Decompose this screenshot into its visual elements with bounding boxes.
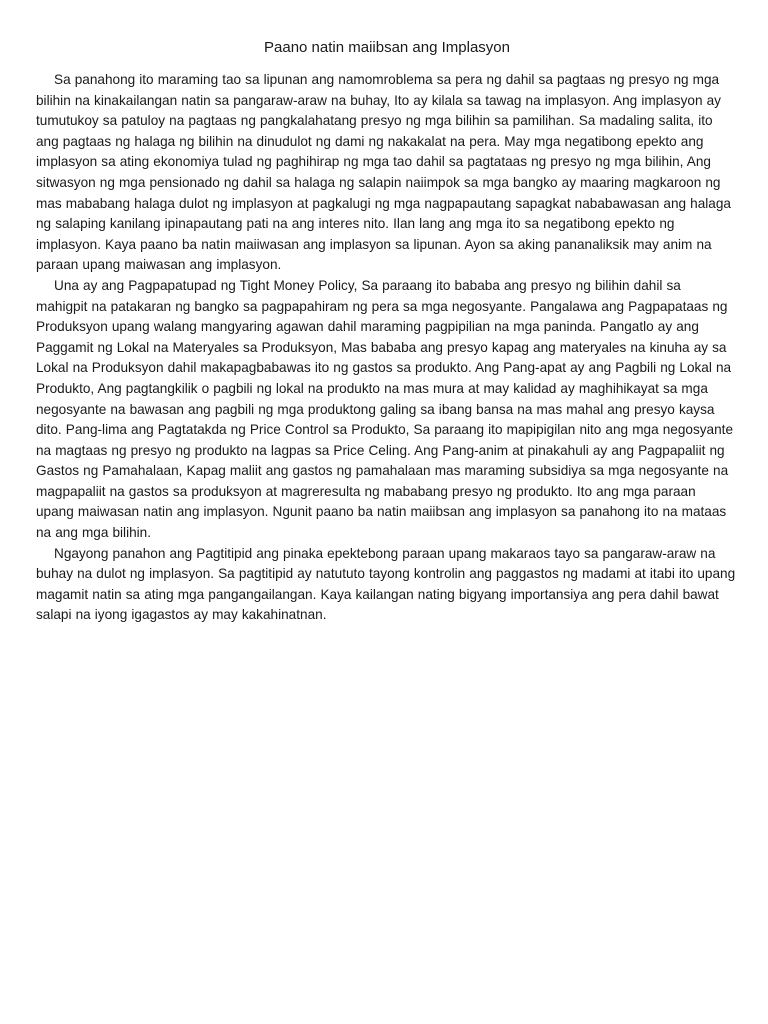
paragraph-intro: Sa panahong ito maraming tao sa lipunan ang namomroblema sa pera ng dahil sa pagtaas ng presyo ng mga bilihin na kinakailangan natin sa pangaraw-araw na buhay, Ito ay kilala sa tawag na implasyon. Ang implasyon ay tumutukoy sa patuloy na pagtaas ng pangkalahatang presyo ng mga bilihin sa pamilihan. Sa madaling salita, ito ang pagtaas ng halaga ng bilihin na dinudulot ng dami ng nakakalat na pera. May mga negatibong epekto ang implasyon sa ating ekonomiya tulad ng paghihirap ng mga tao dahil sa pagtataas ng presyo ng mga bilihin, Ang sitwasyon ng mga pensionado ng dahil sa halaga ng salapin naiimpok sa mga bangko ay maaring magkaroon ng mas mababang halaga dulot ng implasyon at pagkalugi ng mga nagpapautang sapagkat nababawasan ang halaga ng salaping kanilang ipinapautang pati na ang interes nito. Ilan lang ang mga ito sa negatibong epekto ng implasyon. Kaya paano ba natin maiiwasan ang implasyon sa lipunan. Ayon sa aking pananaliksik may anim na paraan upang maiwasan ang implasyon. bbox=[36, 72, 731, 273]
document-page bbox=[36, 38, 736, 626]
document-body bbox=[36, 70, 736, 626]
paragraph-conclusion: Ngayong panahon ang Pagtitipid ang pinaka epektebong paraan upang makaraos tayo sa pangaraw-araw na buhay na dulot ng implasyon. Sa pagtitipid ay natututo tayong kontrolin ang paggastos ng madami at itabi ito upang magamit natin sa ating mga pangangailangan. Kaya kailangan nating bigyang importansiya ang pera dahil bawat salapi na iyong igagastos ay may kakahinatnan. bbox=[36, 545, 736, 623]
document-title: Paano natin maiibsan ang Implasyon bbox=[264, 39, 510, 56]
paragraph-ways: Una ay ang Pagpapatupad ng Tight Money Policy, Sa paraang ito bababa ang presyo ng bilihin dahil sa mahigpit na patakaran ng bangko sa pagpapahiram ng pera sa mga negosyante. Pangalawa ang Pagpapataas ng Produksyon upang walang mangyaring agawan dahil maraming pagpipilian na mga paninda. Pangatlo ay ang Paggamit ng Lokal na Materyales sa Produksyon, Mas bababa ang presyo kapag ang materyales na kinuha ay sa Lokal na Produksyon dahil makapagbabawas ito ng gastos sa produkto. Ang Pang-apat ay ang Pagbili ng Lokal na Produkto, Ang pagtangkilik o pagbili ng lokal na produkto na mas mura at may kalidad ay maghihikayat sa mga negosyante na bawasan ang pagbili ng mga produktong galing sa ibang bansa na mas mahal ang presyo kaysa dito. Pang-lima ang Pagtatakda ng Price Control sa Produkto, Sa paraang ito mapipigilan nito ang mga negosyante na magtaas ng presyo ng produkto na lagpas sa Price Celing. Ang Pang-anim at pinakahuli ay ang Pagpapaliit ng Gastos ng Pamahalaan, Kapag maliit ang gastos ng pamahalaan mas maraming subsidiya sa mga negosyante na magpapaliit na gastos sa produksyon at magreresulta ng mababang presyo ng produkto. Ito ang mga paraan upang maiwasan natin ang implasyon. Ngunit paano ba natin maiibsan ang implasyon sa panahong ito na mataas na ang mga bilihin. bbox=[36, 277, 734, 541]
